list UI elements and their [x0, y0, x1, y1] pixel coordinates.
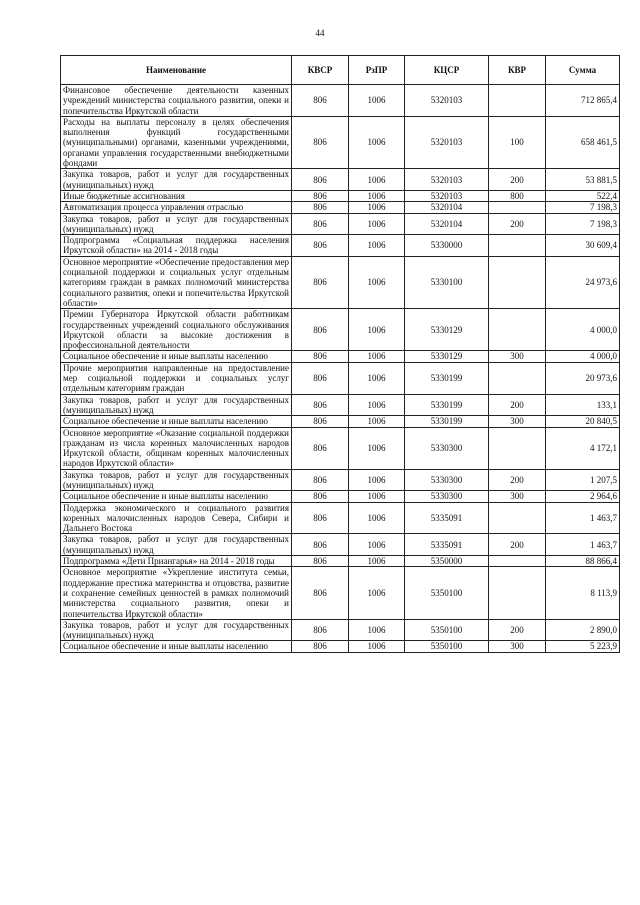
cell-kcsr: 5330129	[405, 351, 489, 362]
cell-kvr	[489, 309, 546, 351]
table-row	[61, 362, 620, 394]
cell-kvsr: 806	[292, 190, 349, 201]
table-row	[61, 169, 620, 191]
cell-sum: 20 973,6	[546, 362, 620, 394]
cell-kcsr: 5335091	[405, 534, 489, 556]
cell-rzpr: 1006	[349, 534, 405, 556]
cell-kcsr: 5330300	[405, 469, 489, 491]
cell-kvsr: 806	[292, 256, 349, 308]
cell-sum: 8 113,9	[546, 567, 620, 619]
cell-rzpr: 1006	[349, 202, 405, 213]
cell-kvsr: 806	[292, 534, 349, 556]
cell-kvsr: 806	[292, 116, 349, 168]
cell-kvr: 300	[489, 351, 546, 362]
cell-name: Закупка товаров, работ и услуг для государственных (муниципальных) нужд	[61, 213, 292, 235]
budget-table	[60, 55, 620, 653]
table-row	[61, 235, 620, 257]
cell-rzpr: 1006	[349, 469, 405, 491]
cell-rzpr: 1006	[349, 491, 405, 502]
cell-kcsr: 5350100	[405, 567, 489, 619]
cell-kvr: 300	[489, 491, 546, 502]
cell-kvsr: 806	[292, 235, 349, 257]
cell-kvr: 300	[489, 416, 546, 427]
cell-kcsr: 5320103	[405, 190, 489, 201]
cell-rzpr: 1006	[349, 619, 405, 641]
cell-name: Социальное обеспечение и иные выплаты населению	[61, 491, 292, 502]
cell-kcsr: 5330199	[405, 416, 489, 427]
table-row	[61, 469, 620, 491]
cell-name: Закупка товаров, работ и услуг для государственных (муниципальных) нужд	[61, 534, 292, 556]
cell-sum: 53 881,5	[546, 169, 620, 191]
cell-sum: 1 207,5	[546, 469, 620, 491]
table-row	[61, 619, 620, 641]
cell-kvr: 200	[489, 619, 546, 641]
page-number: 44	[315, 28, 325, 38]
cell-rzpr: 1006	[349, 351, 405, 362]
cell-rzpr: 1006	[349, 116, 405, 168]
cell-kvr: 200	[489, 469, 546, 491]
cell-kcsr: 5330199	[405, 394, 489, 416]
header-kcsr: КЦСР	[405, 56, 489, 85]
cell-kvsr: 806	[292, 567, 349, 619]
cell-rzpr: 1006	[349, 641, 405, 652]
table-row	[61, 534, 620, 556]
table-row	[61, 256, 620, 308]
cell-sum: 4 172,1	[546, 427, 620, 469]
cell-kvr: 300	[489, 641, 546, 652]
table-row	[61, 351, 620, 362]
cell-kcsr: 5350100	[405, 619, 489, 641]
cell-name: Социальное обеспечение и иные выплаты населению	[61, 641, 292, 652]
cell-kvsr: 806	[292, 85, 349, 117]
cell-kcsr: 5350100	[405, 641, 489, 652]
table-row	[61, 202, 620, 213]
cell-kcsr: 5330199	[405, 362, 489, 394]
cell-kvr: 200	[489, 213, 546, 235]
cell-kcsr: 5320103	[405, 169, 489, 191]
table-row	[61, 116, 620, 168]
cell-rzpr: 1006	[349, 394, 405, 416]
table-row	[61, 309, 620, 351]
cell-name: Подпрограмма «Дети Приангарья» на 2014 - 2018 годы	[61, 556, 292, 567]
table-row	[61, 190, 620, 201]
cell-rzpr: 1006	[349, 213, 405, 235]
cell-rzpr: 1006	[349, 235, 405, 257]
cell-sum: 1 463,7	[546, 534, 620, 556]
cell-name: Иные бюджетные ассигнования	[61, 190, 292, 201]
cell-kvsr: 806	[292, 469, 349, 491]
table-row	[61, 213, 620, 235]
cell-kcsr: 5330000	[405, 235, 489, 257]
cell-kvr	[489, 556, 546, 567]
cell-kvsr: 806	[292, 556, 349, 567]
cell-kvr	[489, 85, 546, 117]
cell-kcsr: 5330300	[405, 491, 489, 502]
cell-rzpr: 1006	[349, 190, 405, 201]
cell-name: Финансовое обеспечение деятельности казенных учреждений министерства социального развития, опеки и попечительства Иркутской области	[61, 85, 292, 117]
cell-kvr: 200	[489, 169, 546, 191]
cell-sum: 2 890,0	[546, 619, 620, 641]
cell-rzpr: 1006	[349, 567, 405, 619]
table-row	[61, 502, 620, 534]
cell-sum: 4 000,0	[546, 351, 620, 362]
cell-kvsr: 806	[292, 641, 349, 652]
cell-kcsr: 5320104	[405, 202, 489, 213]
cell-sum: 5 223,9	[546, 641, 620, 652]
cell-kvr: 200	[489, 394, 546, 416]
table-row	[61, 394, 620, 416]
cell-kcsr: 5330129	[405, 309, 489, 351]
cell-name: Социальное обеспечение и иные выплаты населению	[61, 416, 292, 427]
cell-kcsr: 5330100	[405, 256, 489, 308]
cell-sum: 522,4	[546, 190, 620, 201]
cell-name: Поддержка экономического и социального развития коренных малочисленных народов Севера, Сибири и Дальнего Востока	[61, 502, 292, 534]
cell-kcsr: 5320104	[405, 213, 489, 235]
table-row	[61, 567, 620, 619]
cell-name: Социальное обеспечение и иные выплаты населению	[61, 351, 292, 362]
cell-kcsr: 5330300	[405, 427, 489, 469]
cell-sum: 7 198,3	[546, 213, 620, 235]
cell-name: Закупка товаров, работ и услуг для государственных (муниципальных) нужд	[61, 394, 292, 416]
cell-kvr	[489, 502, 546, 534]
table-row	[61, 641, 620, 652]
table-row	[61, 416, 620, 427]
cell-name: Расходы на выплаты персоналу в целях обеспечения выполнения функций государственными (муниципальными) органами, казенными учреждениями, органами управления государственными внебюджетными фондами	[61, 116, 292, 168]
cell-name: Закупка товаров, работ и услуг для государственных (муниципальных) нужд	[61, 619, 292, 641]
cell-kvsr: 806	[292, 491, 349, 502]
header-kvsr: КВСР	[292, 56, 349, 85]
cell-kcsr: 5335091	[405, 502, 489, 534]
cell-name: Закупка товаров, работ и услуг для государственных (муниципальных) нужд	[61, 169, 292, 191]
table-row	[61, 85, 620, 117]
cell-name: Основное мероприятие «Обеспечение предоставления мер социальной поддержки и социальных услуг отдельным категориям граждан в рамках полномочий министерства социального развития, опеки и попечительства Иркутской области»	[61, 256, 292, 308]
cell-kvsr: 806	[292, 394, 349, 416]
cell-sum: 658 461,5	[546, 116, 620, 168]
cell-name: Прочие мероприятия направленные на предоставление мер социальной поддержки и социальных услуг отдельным категориям граждан	[61, 362, 292, 394]
cell-rzpr: 1006	[349, 362, 405, 394]
cell-rzpr: 1006	[349, 85, 405, 117]
cell-kvr	[489, 256, 546, 308]
cell-rzpr: 1006	[349, 309, 405, 351]
header-sum: Сумма	[546, 56, 620, 85]
cell-kvsr: 806	[292, 502, 349, 534]
cell-kvr	[489, 235, 546, 257]
cell-kvr: 200	[489, 534, 546, 556]
cell-name: Основное мероприятие «Оказание социальной поддержки гражданам из числа коренных малочисленных народов Иркутской области, общинам коренных малочисленных народов Иркутской области»	[61, 427, 292, 469]
table-header-row	[61, 56, 620, 85]
cell-kvr: 800	[489, 190, 546, 201]
cell-kvsr: 806	[292, 362, 349, 394]
cell-name: Премии Губернатора Иркутской области работникам государственных учреждений социального обслуживания Иркутской области за высокие достижения в профессиональной деятельности	[61, 309, 292, 351]
cell-sum: 4 000,0	[546, 309, 620, 351]
cell-kvsr: 806	[292, 213, 349, 235]
table-row	[61, 491, 620, 502]
cell-sum: 2 964,6	[546, 491, 620, 502]
cell-sum: 7 198,3	[546, 202, 620, 213]
cell-sum: 30 609,4	[546, 235, 620, 257]
cell-rzpr: 1006	[349, 169, 405, 191]
cell-rzpr: 1006	[349, 556, 405, 567]
cell-kvr	[489, 567, 546, 619]
header-kvr: КВР	[489, 56, 546, 85]
cell-kvr	[489, 202, 546, 213]
cell-kvsr: 806	[292, 309, 349, 351]
cell-kvsr: 806	[292, 427, 349, 469]
cell-rzpr: 1006	[349, 502, 405, 534]
cell-kcsr: 5320103	[405, 116, 489, 168]
cell-sum: 712 865,4	[546, 85, 620, 117]
cell-sum: 24 973,6	[546, 256, 620, 308]
table-body	[61, 85, 620, 653]
cell-kvsr: 806	[292, 619, 349, 641]
cell-name: Подпрограмма «Социальная поддержка населения Иркутской области» на 2014 - 2018 годы	[61, 235, 292, 257]
cell-name: Автоматизация процесса управления отраслью	[61, 202, 292, 213]
cell-kvsr: 806	[292, 202, 349, 213]
cell-kcsr: 5350000	[405, 556, 489, 567]
cell-kcsr: 5320103	[405, 85, 489, 117]
table-row	[61, 556, 620, 567]
cell-sum: 20 840,5	[546, 416, 620, 427]
cell-kvr: 100	[489, 116, 546, 168]
cell-kvr	[489, 362, 546, 394]
header-name: Наименование	[61, 56, 292, 85]
cell-rzpr: 1006	[349, 416, 405, 427]
cell-rzpr: 1006	[349, 256, 405, 308]
table-row	[61, 427, 620, 469]
cell-kvsr: 806	[292, 169, 349, 191]
cell-sum: 88 866,4	[546, 556, 620, 567]
cell-kvr	[489, 427, 546, 469]
header-rzpr: РзПР	[349, 56, 405, 85]
cell-kvsr: 806	[292, 416, 349, 427]
cell-rzpr: 1006	[349, 427, 405, 469]
cell-sum: 1 463,7	[546, 502, 620, 534]
cell-sum: 133,1	[546, 394, 620, 416]
cell-name: Закупка товаров, работ и услуг для государственных (муниципальных) нужд	[61, 469, 292, 491]
cell-kvsr: 806	[292, 351, 349, 362]
cell-name: Основное мероприятие «Укрепление института семьи, поддержание престижа материнства и отцовства, развитие и сохранение семейных ценностей в рамках полномочий министерства социального развития, опеки и попечительства Иркутской области»	[61, 567, 292, 619]
